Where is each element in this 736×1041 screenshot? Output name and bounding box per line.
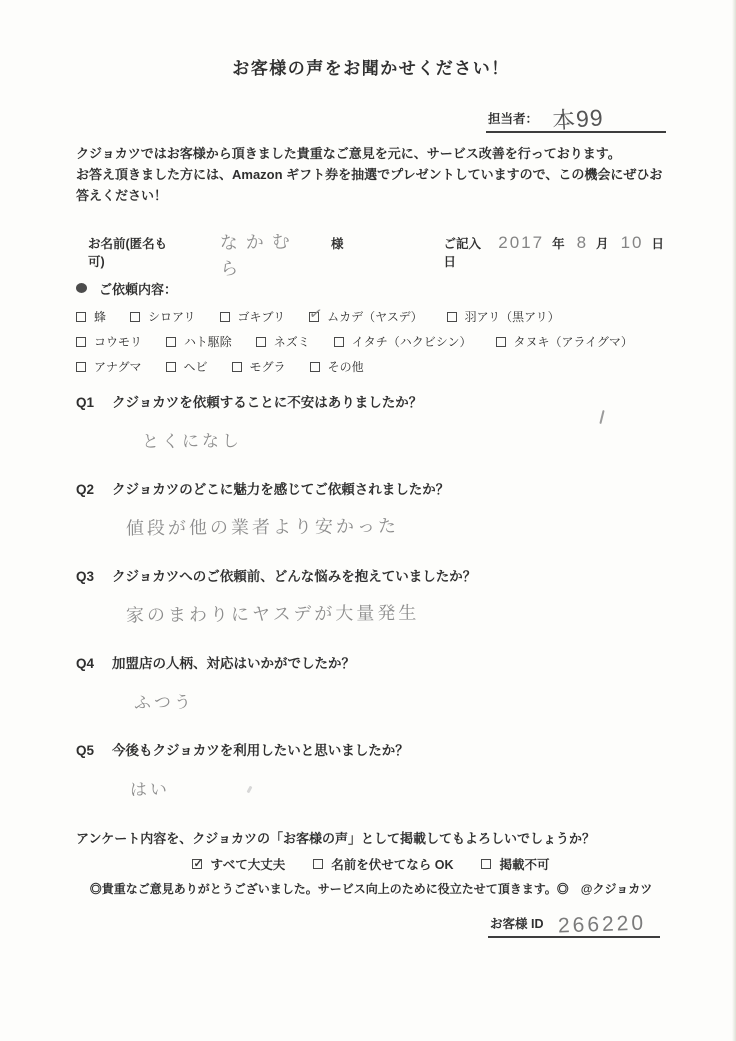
option-bat <box>76 333 142 350</box>
question-4-number: Q4 <box>76 656 95 671</box>
question-4-text: 加盟店の人柄、対応はいかがでしたか？ <box>112 656 355 671</box>
question-5 <box>76 741 666 760</box>
checkbox-centipede-label: ムカデ（ヤスデ） <box>327 310 423 324</box>
checkbox-badger-label: アナグマ <box>94 360 142 374</box>
option-centipede <box>309 308 423 325</box>
option-raccoon-dog <box>496 333 633 350</box>
checkbox-publish-ok-label: すべて大丈夫 <box>210 858 286 872</box>
option-snake <box>166 358 208 375</box>
question-2-text: クジョカツのどこに魅力を感じてご依頼されましたか？ <box>112 482 450 497</box>
date-day-unit: 日 <box>651 237 664 251</box>
question-3 <box>76 567 666 586</box>
question-block-3 <box>76 567 666 629</box>
request-section-label: ご依頼内容： <box>99 281 178 297</box>
checkbox-cockroach[interactable] <box>220 312 230 322</box>
option-cockroach <box>220 308 286 325</box>
name-honorific: 様 <box>330 237 344 251</box>
checkbox-raccoon-dog-label: タヌキ（アライグマ） <box>513 335 633 349</box>
checkbox-raccoon-dog[interactable] <box>496 337 506 347</box>
checkbox-mole-label: モグラ <box>249 360 286 374</box>
checkbox-publish-ok[interactable] <box>192 859 202 869</box>
name-date-row <box>76 228 666 279</box>
checkbox-bat-label: コウモリ <box>94 335 143 349</box>
staff-line <box>486 104 666 134</box>
thanks-note: ◎貴重なご意見ありがとうございました。サービス向上のために役立たせて頂きます。◎ @クジョカツ <box>89 882 653 896</box>
checkbox-other[interactable] <box>310 362 320 372</box>
checkbox-snake[interactable] <box>166 362 176 372</box>
customer-id-value-handwritten: 266220 <box>557 911 647 938</box>
scan-edge-shadow <box>732 0 736 1041</box>
checkbox-no-publish[interactable] <box>481 859 491 869</box>
bullet-icon <box>76 283 87 293</box>
checkbox-cockroach-label: ゴキブリ <box>237 310 286 324</box>
checkbox-termite[interactable] <box>130 312 140 322</box>
option-other <box>310 358 364 375</box>
checkbox-weasel-label: イタチ（ハクビシン） <box>351 335 472 349</box>
publish-question: アンケート内容を、クジョカツの「お客様の声」として掲載してもよろしいでしょうか？ <box>76 831 595 846</box>
question-block-4 <box>76 654 666 716</box>
publish-options <box>76 855 666 873</box>
date-label: ご記入日 <box>443 237 481 269</box>
question-1-number: Q1 <box>76 395 95 410</box>
option-bee <box>76 308 106 325</box>
checkbox-centipede[interactable] <box>309 312 319 322</box>
checkbox-badger[interactable] <box>76 362 86 372</box>
option-termite <box>130 308 196 325</box>
answer-5-handwritten: はい <box>129 779 171 800</box>
form-title: お客様の声をお聞かせください！ <box>232 59 510 78</box>
answer-2-handwritten: 値段が他の業者より安かった <box>125 515 400 539</box>
question-1-text: クジョカツを依頼することに不安はありましたか？ <box>112 395 423 410</box>
option-rat <box>256 333 310 350</box>
question-5-text: 今後もクジョカツを利用したいと思いましたか？ <box>112 743 409 758</box>
checkbox-no-publish-label: 掲載不可 <box>499 858 550 872</box>
customer-id-label: お客様 ID <box>490 917 544 931</box>
question-list <box>76 393 666 803</box>
checkbox-publish-anonymous-label: 名前を伏せてなら OK <box>331 858 454 872</box>
customer-id-line <box>488 911 660 938</box>
intro-line-1: クジョカツではお客様から頂きました貴重なご意見を元に、サービス改善を行っております。 <box>76 146 621 161</box>
answer-1-handwritten: とくになし <box>141 431 243 452</box>
request-row-2 <box>76 329 666 354</box>
name-label: お名前(匿名も可) <box>88 237 168 269</box>
staff-row <box>76 99 666 133</box>
date-year-handwritten: 2017 <box>498 233 545 252</box>
staff-signature-handwritten: 本99 <box>551 104 605 134</box>
option-pigeon <box>166 333 232 350</box>
checkbox-winged-ant-label: 羽アリ（黒アリ） <box>464 310 560 324</box>
request-row-3 <box>76 354 666 379</box>
footer-section <box>76 829 666 938</box>
checkbox-rat[interactable] <box>256 337 266 347</box>
intro-line-3: 答えください！ <box>76 188 168 203</box>
checkbox-weasel[interactable] <box>334 337 344 347</box>
intro-paragraph <box>76 143 666 206</box>
request-content-section <box>76 278 666 379</box>
question-4 <box>76 654 666 673</box>
option-no-publish <box>481 855 549 873</box>
question-block-5 <box>76 741 666 803</box>
option-publish-ok <box>192 855 285 873</box>
answer-4-handwritten: ふつう <box>133 692 195 713</box>
checkbox-bee[interactable] <box>76 312 86 322</box>
question-1 <box>76 393 666 412</box>
checkbox-winged-ant[interactable] <box>447 312 457 322</box>
option-mole <box>232 358 286 375</box>
option-publish-anonymous <box>313 855 453 873</box>
question-2 <box>76 480 666 499</box>
checkbox-termite-label: シロアリ <box>148 310 196 324</box>
option-badger <box>76 358 142 375</box>
date-month-handwritten: 8 <box>576 233 589 252</box>
checkbox-snake-label: ヘビ <box>183 360 208 374</box>
staff-label: 担当者： <box>488 112 539 126</box>
question-3-text: クジョカツへのご依頼前、どんな悩みを抱えていましたか？ <box>112 569 477 584</box>
request-checkbox-rows <box>76 304 666 379</box>
question-5-number: Q5 <box>76 743 95 758</box>
option-winged-ant <box>447 308 560 325</box>
answer-3-handwritten: 家のまわりにヤスデが大量発生 <box>125 602 420 626</box>
question-block-2 <box>76 480 666 542</box>
checkbox-mole[interactable] <box>232 362 242 372</box>
question-3-number: Q3 <box>76 569 95 584</box>
customer-id-row <box>76 904 666 938</box>
option-weasel <box>334 333 472 350</box>
checkbox-publish-anonymous[interactable] <box>313 859 323 869</box>
checkbox-pigeon[interactable] <box>166 337 176 347</box>
checkbox-bat[interactable] <box>76 337 86 347</box>
checkbox-rat-label: ネズミ <box>273 335 310 349</box>
date-month-unit: 月 <box>596 237 609 251</box>
checkbox-other-label: その他 <box>327 360 364 374</box>
date-year-unit: 年 <box>552 237 565 251</box>
name-value-handwritten: なかむら <box>219 231 298 279</box>
request-section-header <box>76 278 666 298</box>
date-day-handwritten: 10 <box>620 233 644 252</box>
question-2-number: Q2 <box>76 482 95 497</box>
question-block-1 <box>76 393 666 455</box>
checkbox-bee-label: 蜂 <box>94 310 107 324</box>
checkbox-pigeon-label: ハト駆除 <box>184 335 232 349</box>
intro-line-2: お答え頂きました方には、Amazon ギフト券を抽選でプレゼントしていますので、この機会にぜひお <box>76 167 663 182</box>
request-row-1 <box>76 304 666 329</box>
